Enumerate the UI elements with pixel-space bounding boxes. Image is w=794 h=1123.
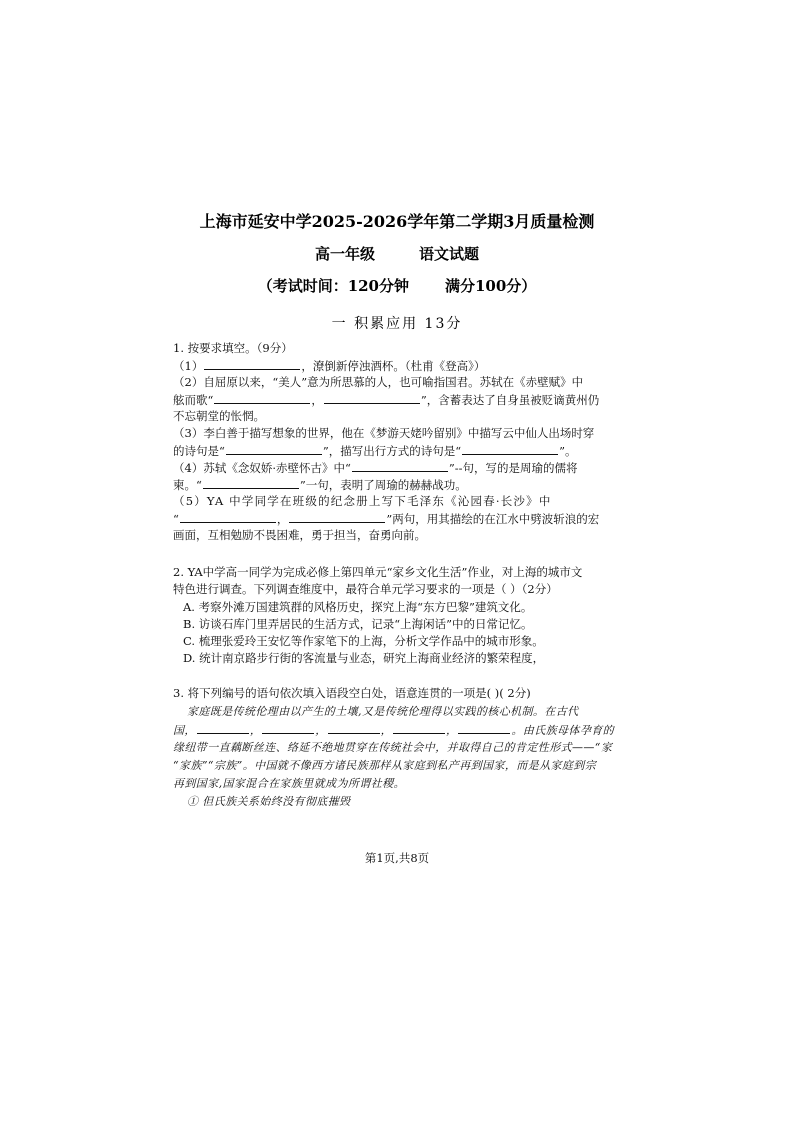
q1-line-7: （4）苏轼《念奴娇·赤壁怀古》中“ ”--句，写的是周瑜的儒将 bbox=[173, 461, 578, 475]
q2-option-b[interactable]: B. 访谈石库门里弄居民的生活方式，记录“上海闲话”中的日常记忆。 bbox=[183, 617, 533, 631]
answer-blank[interactable] bbox=[203, 477, 299, 489]
q3-stem: 3. 将下列编号的语句依次填入语段空白处，语意连贯的一项是( )( 2分) bbox=[173, 686, 531, 700]
q1-line-3: 舷而歌“ ， ”，含蓄表达了自身虽被贬谪黄州仍 bbox=[173, 393, 600, 407]
q3-paragraph-4: “家族”“宗族”。中国就不像西方诸民族那样从家庭到私产再到国家，而是从家庭到宗 bbox=[173, 759, 597, 772]
exam-title: 上海市延安中学2025-2026学年第二学期3月质量检测 bbox=[199, 212, 595, 231]
grade-label: 高一年级 bbox=[314, 245, 375, 263]
answer-blank[interactable] bbox=[458, 722, 510, 734]
subject-label: 语文试题 bbox=[419, 245, 480, 263]
answer-blank[interactable] bbox=[352, 460, 448, 472]
grade-subject-line bbox=[0, 243, 794, 264]
full-score: 满分100分） bbox=[445, 277, 537, 295]
q1-line-5: （3）李白善于描写想象的世界，他在《梦游天姥吟留别》中描写云中仙人出场时穿 bbox=[173, 426, 595, 440]
q1-line-8: 柬。“ ”一句，表明了周瑜的赫赫战功。 bbox=[173, 478, 467, 492]
q1-line-2: （2）自屈原以来，“美人”意为所思慕的人，也可喻指国君。苏轼在《赤壁赋》中 bbox=[173, 375, 584, 389]
answer-blank[interactable] bbox=[328, 722, 380, 734]
q1-line-1: （1） ，潦倒新停浊酒杯。（杜甫《登高》） bbox=[173, 359, 486, 373]
q2-option-c[interactable]: C. 梳理张爱玲王安忆等作家笔下的上海，分析文学作品中的城市形象。 bbox=[183, 634, 544, 648]
q2-option-d[interactable]: D. 统计南京路步行街的客流量与业态，研究上海商业经济的繁荣程度， bbox=[183, 651, 545, 665]
answer-blank[interactable] bbox=[262, 722, 314, 734]
answer-blank[interactable] bbox=[462, 443, 558, 455]
answer-blank[interactable] bbox=[289, 511, 385, 523]
answer-blank[interactable] bbox=[204, 358, 300, 370]
answer-blank[interactable] bbox=[214, 392, 310, 404]
q1-stem: 1. 按要求填空。（9分） bbox=[173, 341, 293, 355]
exam-time-score bbox=[0, 275, 794, 296]
q1-line-10: “ ， ”两句，用其描绘的在江水中劈波斩浪的宏 bbox=[173, 512, 600, 526]
section-heading: 一 积累应用 13分 bbox=[331, 316, 463, 332]
q3-paragraph-1: 家庭既是传统伦理由以产生的土壤,又是传统伦理得以实践的核心机制。在古代 bbox=[187, 705, 579, 718]
q1-line-11: 画面，互相勉励不畏困难，勇于担当，奋勇向前。 bbox=[173, 528, 426, 542]
answer-blank[interactable] bbox=[393, 722, 445, 734]
q3-paragraph-5: 再到国家,国家混合在家族里就成为所谓社稷。 bbox=[173, 777, 405, 790]
q3-paragraph-2: 国， ， ， ， ， 。由氏族母体孕育的 bbox=[173, 724, 615, 737]
q2-option-a[interactable]: A. 考察外滩万国建筑群的风格历史，探究上海“东方巴黎”建筑文化。 bbox=[183, 600, 533, 614]
answer-blank[interactable] bbox=[180, 511, 276, 523]
q3-paragraph-3: 缘纽带一直藕断丝连、络延不绝地贯穿在传统社会中，并取得自己的肯定性形式——“家 bbox=[173, 741, 613, 754]
q1-line-4: 不忘朝堂的怅惘。 bbox=[173, 409, 265, 423]
exam-time: （考试时间：120分钟 bbox=[257, 277, 409, 295]
q1-line-6: 的诗句是“ ”，描写出行方式的诗句是“ ”。 bbox=[173, 444, 577, 458]
q1-line-9: （5）YA 中学同学在班级的纪念册上写下毛泽东《沁园春·长沙》中 bbox=[173, 494, 552, 508]
answer-blank[interactable] bbox=[324, 392, 420, 404]
page-number: 第1页,共8页 bbox=[364, 851, 430, 865]
q2-stem-2: 特色进行调查。下列调查维度中，最符合单元学习要求的一项是（ ）（2分） bbox=[173, 582, 558, 596]
q3-item-1: ① 但氏族关系始终没有彻底摧毁 bbox=[187, 795, 351, 808]
answer-blank[interactable] bbox=[226, 443, 322, 455]
q2-stem-1: 2. YA中学高一同学为完成必修上第四单元“家乡文化生活”作业，对上海的城市文 bbox=[173, 565, 583, 579]
answer-blank[interactable] bbox=[197, 722, 249, 734]
